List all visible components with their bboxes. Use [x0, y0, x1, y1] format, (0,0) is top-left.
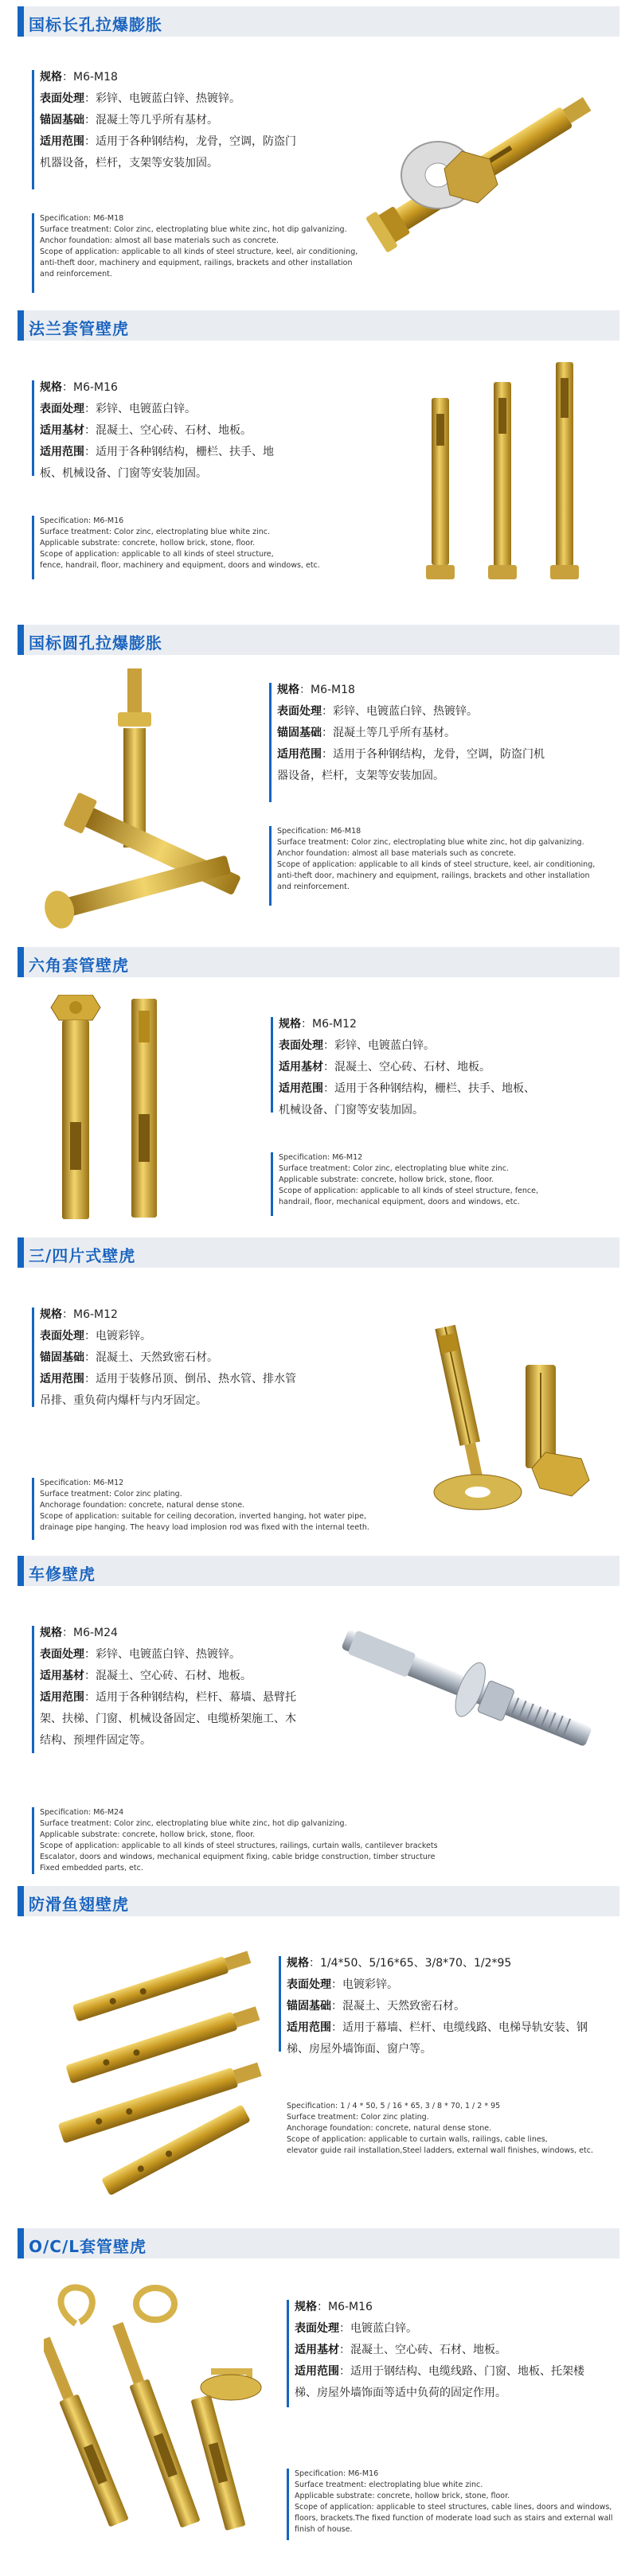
three-four-piece-anchor-image [406, 1317, 597, 1516]
en-line: Scope of application: applicable to all kinds of steel structure, keel, air conditioning, [277, 860, 596, 869]
spec-accent-bar [32, 1626, 34, 1753]
spec-accent-bar [32, 380, 34, 476]
en-line: Surface treatment: Color zinc, electroplating blue white zinc, hot dip galvanizing. [40, 1819, 347, 1828]
en-line: Surface treatment: Color zinc, electroplating blue white zinc, hot dip galvanizing. [277, 838, 584, 847]
spec-value: M6-M18 [73, 71, 118, 84]
english-description [279, 1152, 538, 1208]
en-line: Anchorage foundation: concrete, natural dense stone. [40, 1501, 245, 1510]
substrate-value: 混凝土、空心砖、石材、地板。 [334, 1061, 490, 1074]
section-title: 三/四片式壁虎 [29, 1246, 136, 1265]
scope-value: 适用于钢结构、电缆线路、门窗、地板、托架楼梯、房屋外墙饰面等适中负荷的固定作用。 [295, 2365, 584, 2399]
ocl-sleeve-anchor-image [44, 2284, 283, 2555]
spec-accent-bar [271, 1017, 273, 1113]
scope-key: 适用范围 [40, 446, 84, 458]
anchor-key: 锚固基础 [287, 2000, 331, 2013]
en-line: Specification: M6-M12 [279, 1153, 363, 1162]
spec-block: 规格：M6-M16 表面处理：电镀蓝白锌。 适用基材：混凝土、空心砖、石材、地板。 适用范围：适用于钢结构、电缆线路、门窗、地板、托架楼梯、房屋外墙饰面等适中负荷的固定作用。 [295, 2301, 584, 2399]
en-line: Scope of application: applicable to all kinds of steel structure, [40, 550, 274, 559]
en-line: anti-theft door, machinery and equipment, railings, brackets and other installation [40, 259, 353, 267]
header-accent-bar [18, 1886, 24, 1916]
substrate-key: 适用基材 [295, 2344, 339, 2356]
spec-accent-bar [32, 1307, 34, 1407]
section-header [18, 2228, 619, 2258]
en-line: Applicable substrate: concrete, hollow brick, stone, floor. [295, 2492, 510, 2500]
spec-accent-bar [32, 70, 34, 189]
spec-key: 规格 [40, 71, 62, 84]
spec-block: 规格：M6-M16 表面处理：彩锌、电镀蓝白锌。 适用基材：混凝土、空心砖、石材、地板。 适用范围：适用于各种钢结构，栅栏、扶手、地板、机械设备、门窗等安装加固。 [40, 381, 274, 480]
en-line: Specification: M6-M12 [40, 1479, 124, 1487]
spec-value: M6-M12 [73, 1308, 118, 1321]
en-accent-bar [32, 516, 34, 579]
en-line: Surface treatment: Color zinc, electroplating blue white zinc. [40, 528, 270, 536]
en-line: Anchorage foundation: concrete, natural dense stone. [287, 2124, 492, 2133]
surface-key: 表面处理 [277, 705, 322, 718]
section-title: 法兰套管壁虎 [29, 319, 129, 338]
spec-block: 规格：1/4*50、5/16*65、3/8*70、1/2*95 表面处理：电镀彩锌。 锚固基础：混凝土、天然致密石材。 适用范围：适用于幕墙、栏杆、电缆线路、电梯导轨安装、钢梯、房屋外墙饰面、窗户等。 [287, 1957, 588, 2056]
surface-key: 表面处理 [279, 1039, 323, 1052]
en-line: Specification: M6-M24 [40, 1808, 124, 1817]
scope-value: 适用于各种钢结构，龙骨，空调，防盗门机器设备，栏杆，支架等安装加固。 [40, 135, 296, 170]
en-line: Scope of application: applicable to all kinds of steel structure, keel, air conditioning, [40, 247, 358, 256]
spec-value: M6-M16 [328, 2301, 373, 2313]
en-line: Scope of application: suitable for ceiling decoration, inverted hanging, hot water pipe, [40, 1512, 366, 1521]
substrate-key: 适用基材 [40, 1670, 84, 1682]
en-line: handrail, floor, mechanical equipment, doors and windows, etc. [279, 1198, 520, 1206]
section-title: O/C/L套管壁虎 [29, 2237, 147, 2256]
en-accent-bar [269, 826, 272, 906]
product-section-4 [0, 947, 637, 1237]
spec-value: M6-M18 [311, 684, 355, 696]
spec-value: M6-M16 [73, 381, 118, 394]
en-line: drainage pipe hanging. The heavy load implosion rod was fixed with the internal teeth. [40, 1523, 369, 1532]
spec-key: 规格 [40, 1308, 62, 1321]
english-description [40, 1478, 369, 1534]
en-line: Specification: 1 / 4 * 50, 5 / 16 * 65, 3 / 8 * 70, 1 / 2 * 95 [287, 2102, 501, 2110]
spec-key: 规格 [287, 1957, 309, 1970]
substrate-value: 混凝土、空心砖、石材、地板。 [96, 1670, 252, 1682]
header-accent-bar [18, 310, 24, 341]
spec-key: 规格 [40, 381, 62, 394]
anchor-key: 锚固基础 [40, 1351, 84, 1364]
surface-key: 表面处理 [40, 403, 84, 415]
spec-block: 规格：M6-M12 表面处理：彩锌、电镀蓝白锌。 适用基材：混凝土、空心砖、石材、地板。 适用范围：适用于各种钢结构，栅栏、扶手、地板、机械设备、门窗等安装加固。 [279, 1018, 535, 1117]
en-line: Surface treatment: Color zinc, electroplating blue white zinc, hot dip galvanizing. [40, 225, 347, 234]
en-accent-bar [287, 2469, 289, 2540]
surface-value: 彩锌、电镀蓝白锌、热镀锌。 [96, 92, 240, 105]
product-section-3 [0, 613, 637, 947]
product-section-8 [0, 2220, 637, 2576]
scope-key: 适用范围 [295, 2365, 339, 2378]
english-description [287, 2101, 593, 2157]
surface-value: 彩锌、电镀蓝白锌、热镀锌。 [333, 705, 478, 718]
surface-key: 表面处理 [287, 1978, 331, 1991]
anchor-long [550, 362, 579, 579]
spec-key: 规格 [40, 1627, 62, 1639]
en-accent-bar [32, 213, 34, 293]
anchor-key: 锚固基础 [40, 114, 84, 127]
surface-value: 电镀蓝白锌。 [350, 2322, 417, 2335]
en-line: Applicable substrate: concrete, hollow brick, stone, floor. [40, 1830, 256, 1839]
en-line: Specification: M6-M18 [277, 827, 361, 836]
spec-value: 1/4*50、5/16*65、3/8*70、1/2*95 [320, 1957, 512, 1970]
scope-value: 适用于各种钢结构，龙骨，空调，防盗门机器设备，栏杆，支架等安装加固。 [277, 748, 545, 782]
en-line: Surface treatment: Color zinc, electroplating blue white zinc. [279, 1164, 509, 1173]
scope-value: 适用于装修吊顶、倒吊、热水管、排水管吊排、重负荷内爆杆与内牙固定。 [40, 1373, 296, 1407]
en-line: Surface treatment: Color zinc plating. [40, 1490, 182, 1498]
spec-accent-bar [269, 683, 272, 802]
english-description [40, 1807, 438, 1874]
scope-key: 适用范围 [277, 748, 322, 761]
spec-key: 规格 [279, 1018, 301, 1031]
round-hole-expansion-anchor-image [32, 668, 271, 931]
spec-block: 规格：M6-M12 表面处理：电镀彩锌。 锚固基础：混凝土、天然致密石材。 适用范围：适用于装修吊顶、倒吊、热水管、排水管吊排、重负荷内爆杆与内牙固定。 [40, 1308, 296, 1407]
english-description [295, 2469, 613, 2535]
spec-key: 规格 [295, 2301, 317, 2313]
section-title: 国标圆孔拉爆膨胀 [29, 633, 162, 653]
header-accent-bar [18, 947, 24, 977]
section-header [18, 6, 619, 37]
surface-key: 表面处理 [40, 1330, 84, 1343]
en-line: floors, brackets.The fixed function of moderate load such as stairs and external wall [295, 2514, 613, 2523]
surface-value: 彩锌、电镀蓝白锌。 [334, 1039, 435, 1052]
product-section-1 [0, 0, 637, 310]
en-accent-bar [32, 1478, 34, 1540]
spec-value: M6-M12 [312, 1018, 357, 1031]
header-accent-bar [18, 1237, 24, 1268]
anchor-value: 混凝土等几乎所有基材。 [333, 727, 455, 739]
en-line: Scope of application: applicable to curtain walls, railings, cable lines, [287, 2135, 548, 2144]
section-header [18, 625, 619, 655]
spec-block: 规格：M6-M24 表面处理：彩锌、电镀蓝白锌、热镀锌。 适用基材：混凝土、空心砖、石材、地板。 适用范围：适用于各种钢结构，栏杆、幕墙、悬臂托架、扶梯、门窗、机械设备固定、电缆桥架施工、木结构、预埋件固定等。 [40, 1627, 296, 1747]
anchor-value: 混凝土等几乎所有基材。 [96, 114, 218, 127]
scope-key: 适用范围 [287, 2021, 331, 2034]
spec-block: 规格：M6-M18 表面处理：彩锌、电镀蓝白锌、热镀锌。 锚固基础：混凝土等几乎所有基材。 适用范围：适用于各种钢结构，龙骨，空调，防盗门机器设备，栏杆，支架等安装加固。 [277, 684, 545, 782]
en-line: Applicable substrate: concrete, hollow brick, stone, floor. [40, 539, 256, 548]
en-line: Specification: M6-M16 [295, 2469, 379, 2478]
en-line: Anchor foundation: almost all base materials such as concrete. [277, 849, 517, 858]
en-line: and reinforcement. [40, 270, 112, 279]
en-line: Scope of application: applicable to steel structures, cable lines, doors and windows, [295, 2503, 612, 2512]
en-line: Scope of application: applicable to all kinds of steel structures, railings, curtain walls, cantilever brackets [40, 1841, 438, 1850]
scope-key: 适用范围 [279, 1082, 323, 1095]
surface-value: 彩锌、电镀蓝白锌。 [96, 403, 196, 415]
section-title: 国标长孔拉爆膨胀 [29, 15, 162, 34]
header-accent-bar [18, 625, 24, 655]
en-line: elevator guide rail installation,Steel ladders, external wall finishes, windows, etc. [287, 2146, 593, 2155]
en-line: Specification: M6-M18 [40, 214, 124, 223]
anchor-key: 锚固基础 [277, 727, 322, 739]
en-line: Applicable substrate: concrete, hollow brick, stone, floor. [279, 1175, 494, 1184]
anchor-short [426, 398, 455, 579]
flange-sleeve-anchor-image [414, 354, 605, 593]
surface-value: 彩锌、电镀蓝白锌、热镀锌。 [96, 1648, 240, 1661]
section-header [18, 1237, 619, 1268]
anchor-mid [488, 382, 517, 579]
scope-value: 适用于幕墙、栏杆、电缆线路、电梯导轨安装、钢梯、房屋外墙饰面、窗户等。 [287, 2021, 588, 2056]
en-line: and reinforcement. [277, 883, 350, 891]
anchor-value: 混凝土、天然致密石材。 [342, 2000, 465, 2013]
spec-value: M6-M24 [73, 1627, 118, 1639]
surface-key: 表面处理 [40, 92, 84, 105]
en-accent-bar [32, 1807, 34, 1874]
spec-block: 规格：M6-M18 表面处理：彩锌、电镀蓝白锌、热镀锌。 锚固基础：混凝土等几乎所有基材。 适用范围：适用于各种钢结构，龙骨，空调，防盗门机器设备，栏杆，支架等安装加固。 [40, 71, 296, 170]
scope-key: 适用范围 [40, 1373, 84, 1385]
en-line: Escalator, doors and windows, mechanical equipment fixing, cable bridge construction, timber structure [40, 1853, 436, 1861]
scope-key: 适用范围 [40, 1691, 84, 1704]
en-line: finish of house. [295, 2525, 353, 2534]
product-section-5 [0, 1237, 637, 1556]
en-line: Surface treatment: electroplating blue white zinc. [295, 2481, 483, 2489]
section-title: 防滑鱼翅壁虎 [29, 1895, 129, 1914]
product-section-7 [0, 1886, 637, 2220]
surface-value: 电镀彩锌。 [96, 1330, 151, 1343]
en-line: Specification: M6-M16 [40, 516, 124, 525]
section-header [18, 1556, 619, 1586]
scope-value: 适用于各种钢结构，栅栏、扶手、地板、机械设备、门窗等安装加固。 [40, 446, 274, 480]
header-accent-bar [18, 1556, 24, 1586]
scope-value: 适用于各种钢结构，栅栏、扶手、地板、机械设备、门窗等安装加固。 [279, 1082, 535, 1117]
substrate-value: 混凝土、空心砖、石材、地板。 [96, 424, 252, 437]
product-section-6 [0, 1556, 637, 1886]
anti-slip-fin-anchor-image [48, 1942, 271, 2196]
en-line: Anchor foundation: almost all base materials such as concrete. [40, 236, 279, 245]
section-title: 六角套管壁虎 [29, 956, 129, 975]
substrate-key: 适用基材 [40, 424, 84, 437]
section-header [18, 947, 619, 977]
spec-key: 规格 [277, 684, 299, 696]
english-description [40, 516, 320, 571]
spec-accent-bar [287, 2300, 289, 2407]
english-description [40, 213, 358, 280]
section-title: 车修壁虎 [29, 1565, 96, 1584]
en-line: Scope of application: applicable to all kinds of steel structure, fence, [279, 1187, 538, 1195]
scope-value: 适用于各种钢结构，栏杆、幕墙、悬臂托架、扶梯、门窗、机械设备固定、电缆桥架施工、木结构、预埋件固定等。 [40, 1691, 296, 1747]
substrate-value: 混凝土、空心砖、石材、地板。 [350, 2344, 506, 2356]
en-accent-bar [271, 1152, 273, 1216]
en-line: Fixed embedded parts, etc. [40, 1864, 143, 1873]
section-header [18, 1886, 619, 1916]
section-header [18, 310, 619, 341]
substrate-key: 适用基材 [279, 1061, 323, 1074]
anchor-value: 混凝土、天然致密石材。 [96, 1351, 218, 1364]
header-accent-bar [18, 2228, 24, 2258]
scope-key: 适用范围 [40, 135, 84, 148]
car-repair-anchor-image [326, 1604, 613, 1787]
product-section-2 [0, 310, 637, 613]
english-description [277, 826, 595, 893]
en-line: anti-theft door, machinery and equipment, railings, brackets and other installation [277, 871, 590, 880]
en-line: fence, handrail, floor, machinery and equipment, doors and windows, etc. [40, 561, 320, 570]
header-accent-bar [18, 6, 24, 37]
en-line: Surface treatment: Color zinc plating. [287, 2113, 429, 2122]
spec-accent-bar [279, 1956, 281, 2052]
surface-key: 表面处理 [40, 1648, 84, 1661]
long-hole-expansion-anchor-image [350, 56, 621, 279]
hex-sleeve-anchor-image [48, 995, 191, 1226]
surface-key: 表面处理 [295, 2322, 339, 2335]
surface-value: 电镀彩锌。 [342, 1978, 398, 1991]
